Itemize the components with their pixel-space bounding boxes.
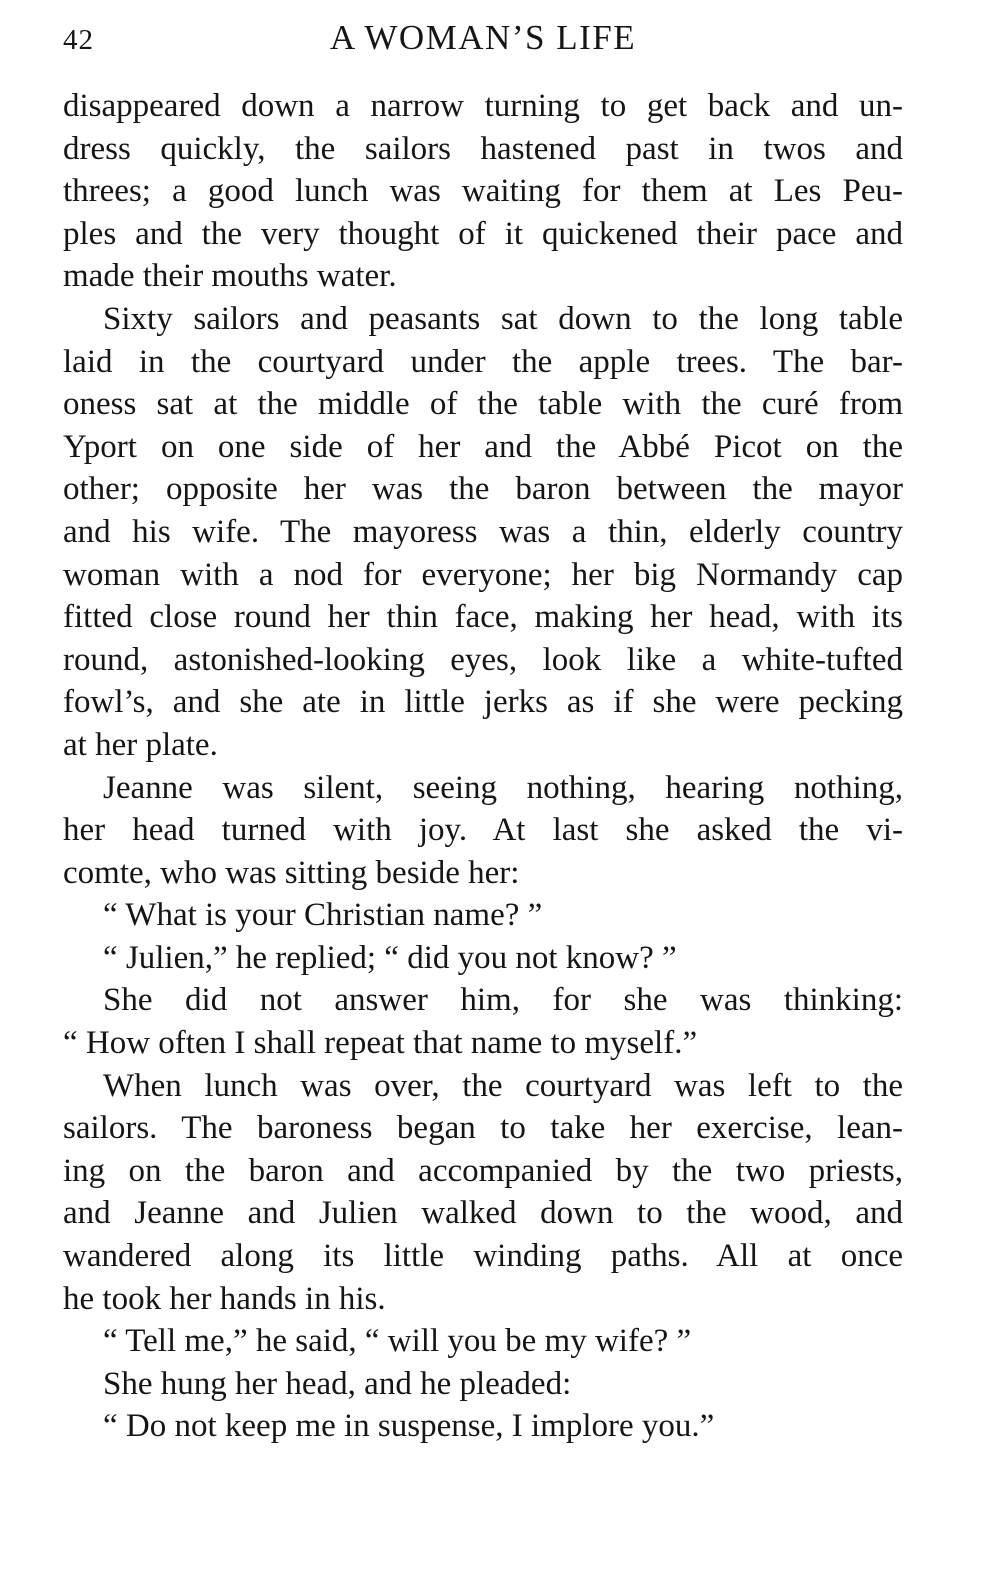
text-line: and Jeanne and Julien walked down to the wood, and: [63, 1195, 903, 1232]
text-line: “ How often I shall repeat that name to myself.”: [63, 1025, 698, 1062]
running-head: A WOMAN’S LIFE: [329, 18, 637, 57]
text-line: he took her hands in his.: [63, 1280, 386, 1317]
text-line: made their mouths water.: [63, 258, 397, 295]
text-line: She hung her head, and he pleaded:: [103, 1365, 572, 1402]
text-line: Sixty sailors and peasants sat down to the long table: [103, 300, 903, 337]
text-line: sailors. The baroness began to take her exercise, lean-: [63, 1110, 903, 1147]
text-line: dress quickly, the sailors hastened past in twos and: [63, 130, 903, 167]
text-line: disappeared down a narrow turning to get back and un-: [63, 88, 903, 124]
text-line: fowl’s, and she ate in little jerks as if she were pecking: [63, 684, 903, 721]
text-line: threes; a good lunch was waiting for them at Les Peu-: [63, 173, 903, 210]
text-line: Jeanne was silent, seeing nothing, hearing nothing,: [103, 769, 903, 806]
text-line: ing on the baron and accompanied by the two priests,: [63, 1152, 903, 1189]
text-line: other; opposite her was the baron between the mayor: [63, 471, 903, 508]
text-line: fitted close round her thin face, making her head, with its: [63, 599, 903, 636]
text-line: wandered along its little winding paths. All at once: [63, 1238, 903, 1275]
page-header: [63, 14, 903, 66]
text-line: her head turned with joy. At last she asked the vi-: [63, 812, 903, 849]
text-line: comte, who was sitting beside her:: [63, 854, 520, 891]
text-line: She did not answer him, for she was thinking:: [103, 982, 903, 1019]
text-line: “ What is your Christian name? ”: [103, 897, 543, 934]
text-line: round, astonished-looking eyes, look like a white-tufted: [63, 641, 903, 678]
text-line: woman with a nod for everyone; her big Normandy cap: [63, 556, 903, 593]
text-line: ples and the very thought of it quickened their pace and: [63, 215, 903, 252]
page-number: 42: [63, 24, 94, 56]
text-line: When lunch was over, the courtyard was left to the: [103, 1067, 903, 1104]
body-text: [63, 85, 903, 1448]
text-line: “ Julien,” he replied; “ did you not know? ”: [103, 939, 677, 976]
text-line: laid in the courtyard under the apple trees. The bar-: [63, 343, 903, 380]
text-line: Yport on one side of her and the Abbé Picot on the: [63, 428, 903, 465]
text-line: “ Do not keep me in suspense, I implore you.”: [103, 1408, 715, 1445]
text-line: at her plate.: [63, 726, 218, 763]
text-line: oness sat at the middle of the table with the curé from: [63, 386, 903, 423]
text-line: “ Tell me,” he said, “ will you be my wife? ”: [103, 1323, 692, 1360]
text-line: and his wife. The mayoress was a thin, elderly country: [63, 513, 903, 550]
